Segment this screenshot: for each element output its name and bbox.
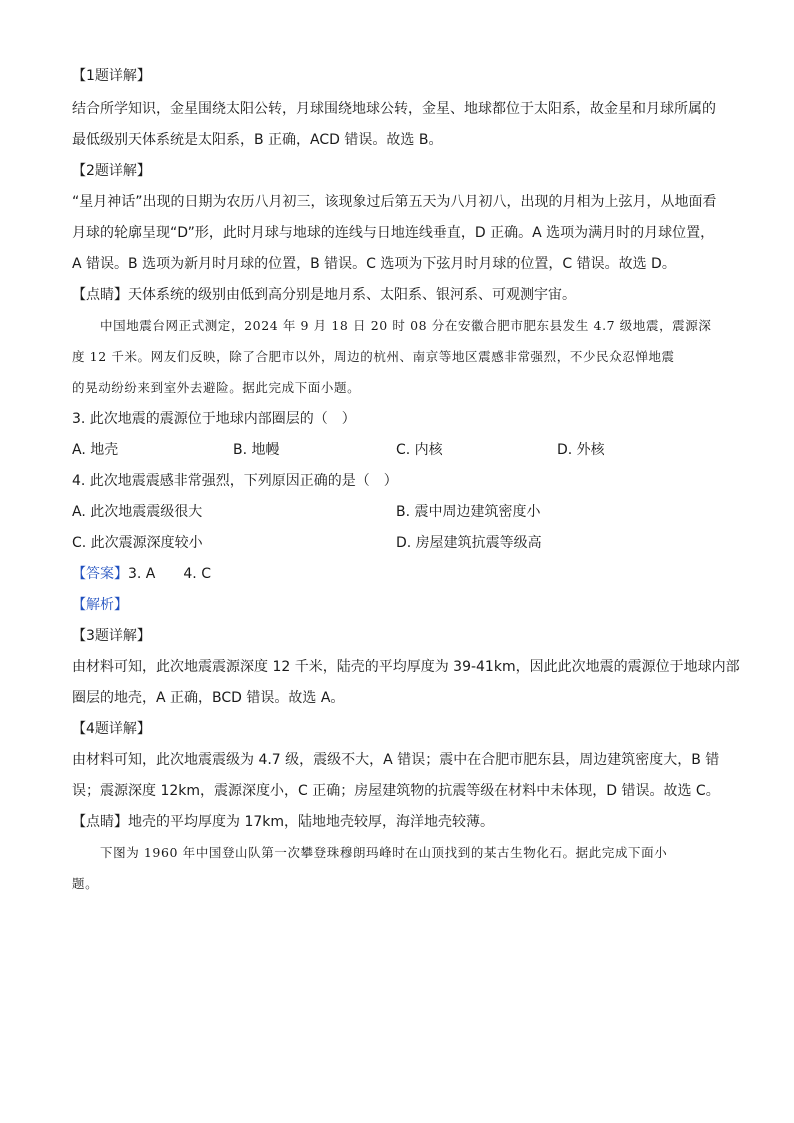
material1-line3: 的晃动纷纷来到室外去避险。据此完成下面小题。: [72, 380, 361, 395]
q4-heading: 【4题详解】: [72, 721, 151, 737]
q2-text-line1: “星月神话”出现的日期为农历八月初三，该现象过后第五天为八月初八，出现的月相为上弦月，从地面看: [72, 194, 717, 210]
q1-text-line1: 结合所学知识，金星围绕太阳公转，月球围绕地球公转，金星、地球都位于太阳系，故金星和月球所属的: [72, 101, 716, 117]
q4-text-line1: 由材料可知，此次地震震级为 4.7 级，震级不大，A 错误；震中在合肥市肥东县，周边建筑密度大，B 错: [72, 752, 720, 768]
note1-text: 天体系统的级别由低到高分别是地月系、太阳系、银河系、可观测宇宙。: [128, 287, 576, 303]
q2-text-line2: 月球的轮廓呈现“D”形，此时月球与地球的连线与日地连线垂直，D 正确。A 选项为满月时的月球位置，: [72, 225, 715, 241]
note1-label: 【点睛】: [72, 287, 128, 303]
question3-option-d: D. 外核: [557, 442, 605, 458]
q3-text-line2: 圈层的地壳，A 正确，BCD 错误。故选 A。: [72, 690, 345, 706]
question3-option-c: C. 内核: [396, 442, 443, 458]
q2-heading: 【2题详解】: [72, 163, 151, 179]
material1-line1: 中国地震台网正式测定，2024 年 9 月 18 日 20 时 08 分在安徽合肥市肥东县发生 4.7 级地震，震源深: [100, 318, 712, 333]
material2-line1: 下图为 1960 年中国登山队第一次攀登珠穆朗玛峰时在山顶找到的某古生物化石。据此完成下面小: [100, 845, 668, 860]
question4-stem: 4. 此次地震震感非常强烈，下列原因正确的是（ ）: [72, 473, 398, 489]
q4-text-line2: 误；震源深度 12km，震源深度小，C 正确；房屋建筑物的抗震等级在材料中未体现，D 错误。故选 C。: [72, 783, 720, 799]
question3-stem: 3. 此次地震的震源位于地球内部圈层的（ ）: [72, 411, 356, 427]
note2-text: 地壳的平均厚度为 17km，陆地地壳较厚，海洋地壳较薄。: [128, 814, 495, 830]
answer-label: 【答案】: [72, 566, 128, 582]
q1-heading: 【1题详解】: [72, 68, 151, 84]
question4-option-b: B. 震中周边建筑密度小: [396, 504, 541, 520]
analysis-label: 【解析】: [72, 597, 128, 613]
question4-option-c: C. 此次震源深度较小: [72, 535, 203, 551]
question3-option-a: A. 地壳: [72, 442, 119, 458]
q3-text-line1: 由材料可知，此次地震震源深度 12 千米，陆壳的平均厚度为 39-41km，因此此次地震的震源位于地球内部: [72, 659, 740, 675]
question4-option-a: A. 此次地震震级很大: [72, 504, 203, 520]
note1: [72, 285, 576, 305]
note2: [72, 812, 494, 832]
material1-line2: 度 12 千米。网友们反映，除了合肥市以外，周边的杭州、南京等地区震感非常强烈，不少民众忍惮地震: [72, 349, 675, 364]
answer: [72, 564, 211, 584]
q2-text-line3: A 错误。B 选项为新月时月球的位置，B 错误。C 选项为下弦月时月球的位置，C 错误。故选 D。: [72, 256, 676, 272]
material2-line2: 题。: [72, 876, 99, 891]
question4-option-d: D. 房屋建筑抗震等级高: [396, 535, 542, 551]
q1-text-line2: 最低级别天体系统是太阳系，B 正确，ACD 错误。故选 B。: [72, 132, 443, 148]
note2-label: 【点睛】: [72, 814, 128, 830]
answer-text: 3. A 4. C: [128, 566, 211, 582]
q3-heading: 【3题详解】: [72, 628, 151, 644]
question3-option-b: B. 地幔: [233, 442, 280, 458]
